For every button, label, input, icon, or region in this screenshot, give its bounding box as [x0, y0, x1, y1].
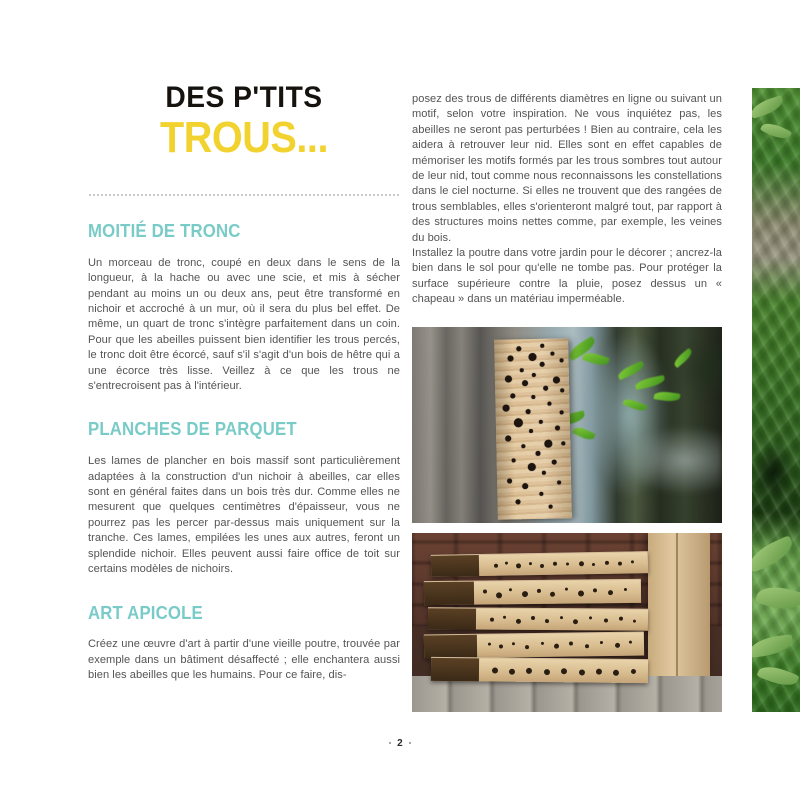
drill-hole — [616, 643, 621, 648]
drill-hole — [510, 393, 515, 398]
drill-hole — [559, 410, 563, 414]
drill-hole — [544, 439, 552, 447]
photo-content — [412, 533, 722, 712]
drill-hole — [548, 504, 552, 508]
drill-hole — [560, 389, 564, 393]
section-paragraph: Les lames de plancher en bois massif sont particulièrement adaptées à la construction d'un nichoir à abeilles, car elles sont en général faites dans un bois très dur. Comme elles ne mesurent que quelques centimètres d'épaisseur, vous ne pourrez pas les percer par-dessus mais uniquement sur la tranche. Ces lames, empilées les unes aux autres, feront un splendide nichoir. Elles peuvent aussi faire office de toit sur certains modèles de nichoirs. — [88, 455, 400, 576]
drill-hole — [539, 420, 543, 424]
page-number: 2 — [397, 737, 403, 749]
drill-hole — [483, 589, 487, 593]
drill-hole — [595, 669, 601, 675]
page-number-group — [389, 738, 411, 749]
drill-hole — [528, 429, 532, 433]
page-title-line1: DES P'TITS — [165, 81, 323, 114]
drill-hole — [537, 588, 541, 592]
drill-hole — [588, 617, 591, 620]
drill-hole — [491, 668, 497, 674]
drill-hole — [591, 562, 594, 565]
drilled-plank — [430, 657, 647, 684]
drill-hole — [540, 344, 544, 348]
drill-hole — [604, 619, 608, 623]
section-paragraph: Un morceau de tronc, coupé en deux dans le sens de la longueur, à la hache ou avec une scie, et mis à sécher pendant au moins un ou deux ans, peut être transformé en nichoir et accroché à un mur, où il sera du plus bel effet. De même, un quart de tronc s'intègre parfaitement dans un coin. Pour que les abeilles puissent bien identifier les trous percés, le tronc doit être écorcé, sauf s'il s'agit d'un bois de hêtre qui a une écorce très lisse. Veillez à ce que les trous ne s'entrecroisent pas à l'intérieur. — [88, 256, 400, 393]
drill-hole — [556, 481, 560, 485]
drill-hole — [509, 588, 512, 591]
drill-hole — [543, 669, 549, 675]
section-moitie-de-tronc — [88, 222, 400, 394]
drill-hole — [632, 619, 635, 622]
drill-hole — [560, 358, 564, 362]
plank-end-grain — [430, 658, 478, 682]
drill-hole — [539, 563, 543, 567]
drill-hole — [544, 619, 548, 623]
wooden-post — [648, 533, 710, 676]
drill-hole — [516, 346, 521, 351]
section-art-apicole — [88, 604, 400, 684]
drill-hole — [513, 418, 522, 427]
drill-hole — [578, 669, 584, 675]
section-heading: MOITIÉ DE TRONC — [88, 221, 241, 241]
drill-hole — [624, 587, 627, 590]
drill-hole — [531, 395, 535, 399]
section-heading: PLANCHES DE PARQUET — [88, 419, 297, 440]
drill-hole — [561, 669, 567, 675]
drill-hole — [570, 642, 574, 646]
drill-hole — [505, 435, 511, 441]
drilled-plank — [424, 632, 644, 659]
drill-hole — [528, 562, 531, 565]
drill-hole — [613, 670, 619, 676]
drill-hole — [502, 616, 505, 619]
page-title — [88, 82, 400, 160]
dotted-divider — [88, 194, 399, 196]
drill-hole — [552, 561, 556, 565]
drill-hole — [504, 562, 507, 565]
drill-hole — [526, 668, 532, 674]
drill-hole — [553, 376, 560, 383]
drill-hole — [550, 351, 554, 355]
drill-hole — [547, 401, 551, 405]
drill-hole — [503, 404, 510, 411]
drill-hole — [515, 563, 520, 568]
drill-hole — [521, 380, 527, 386]
drill-hole — [560, 616, 563, 619]
footer-dot-right — [409, 742, 411, 744]
drill-hole — [541, 470, 545, 474]
drill-hole — [493, 563, 497, 567]
drill-hole — [578, 561, 583, 566]
section-planches-de-parquet — [88, 420, 400, 577]
drill-hole — [526, 645, 530, 649]
drill-hole — [528, 463, 536, 471]
plank-end-grain — [430, 555, 478, 577]
drilled-wood-block — [494, 338, 572, 520]
drill-hole — [508, 355, 514, 361]
plank-end-grain — [424, 635, 477, 659]
drill-hole — [539, 362, 544, 367]
drill-hole — [617, 562, 621, 566]
page-title-line2: TROUS... — [159, 112, 329, 162]
drill-hole — [519, 368, 523, 372]
drill-hole — [600, 641, 603, 644]
drill-hole — [499, 645, 503, 649]
section-heading: ART APICOLE — [88, 602, 203, 623]
drill-hole — [578, 590, 584, 596]
drill-hole — [550, 591, 555, 596]
drill-hole — [531, 616, 535, 620]
photo-content — [412, 327, 722, 523]
drilled-plank — [427, 607, 647, 631]
photo-foliage-strip — [752, 88, 800, 712]
drill-hole — [535, 450, 540, 455]
drill-hole — [507, 478, 512, 483]
drill-hole — [532, 373, 536, 377]
drilled-plank — [424, 578, 641, 605]
drill-hole — [489, 618, 493, 622]
drill-hole — [619, 617, 623, 621]
drill-hole — [629, 641, 632, 644]
page-footer — [0, 731, 800, 749]
drill-hole — [630, 670, 635, 675]
drill-hole — [554, 644, 559, 649]
drill-hole — [509, 669, 515, 675]
drill-hole — [585, 644, 589, 648]
drill-hole — [505, 375, 512, 382]
drill-hole — [565, 588, 568, 591]
drill-hole — [525, 409, 530, 414]
drill-hole — [539, 492, 543, 496]
foliage-texture — [752, 88, 800, 712]
drill-hole — [516, 619, 521, 624]
photo-content — [752, 88, 800, 712]
drill-hole — [542, 385, 547, 390]
drill-hole — [512, 642, 515, 645]
photo-stacked-planks — [412, 533, 722, 712]
section-paragraph: Créez une œuvre d'art à partir d'une vieille poutre, trouvée par exemple dans un bâtiment désaffecté ; elle enchantera aussi bien les abeilles que les humains. Pour ce faire, dis- — [88, 638, 400, 682]
drill-hole — [630, 560, 633, 563]
drill-hole — [594, 588, 598, 592]
drill-hole — [609, 590, 614, 595]
right-column — [412, 92, 722, 308]
drill-hole — [604, 560, 608, 564]
right-column-paragraph: posez des trous de différents diamètres en ligne ou suivant un motif, selon votre inspiration. Ne vous inquiétez pas, les abeilles ne seront pas perturbées ! Bien au contraire, cela les aidera à retrouver leur nid. Elles sont en effet capables de mémoriser les motifs formés par les trous sombres tout autour de leur nid, tout comme nous reconnaissons les constellations dans le ciel nocturne. Si elles ne trouvent que des rangées de trous semblables, elles s'orienteront malgré tout, par rapport à des structures moins nettes comme, par exemple, les veines du bois. — [412, 93, 722, 244]
drill-hole — [496, 592, 502, 598]
shadow-area — [754, 444, 792, 500]
photo-beehotel-post — [412, 327, 722, 523]
right-column-paragraph: Installez la poutre dans votre jardin pour le décorer ; ancrez-la bien dans le sol pour qu'elle ne tombe pas. Pour protéger la surface supérieure contre la pluie, posez dessus un « chapeau » dans un matériau imperméable. — [412, 247, 722, 306]
plank-end-grain — [427, 608, 476, 630]
drilled-plank — [430, 551, 647, 577]
drill-hole — [528, 353, 536, 361]
footer-dot-left — [389, 742, 391, 744]
drill-hole — [515, 500, 520, 505]
drill-hole — [511, 458, 515, 462]
drill-hole — [522, 483, 528, 489]
left-column — [88, 222, 400, 684]
drill-hole — [551, 459, 556, 464]
drill-hole — [488, 643, 491, 646]
drill-hole — [541, 642, 544, 645]
drill-hole — [522, 591, 528, 597]
drill-hole — [521, 443, 525, 447]
drill-hole — [554, 425, 559, 430]
drill-hole — [565, 563, 568, 566]
drill-hole — [561, 441, 565, 445]
plank-end-grain — [424, 581, 474, 605]
drill-hole — [573, 619, 578, 624]
